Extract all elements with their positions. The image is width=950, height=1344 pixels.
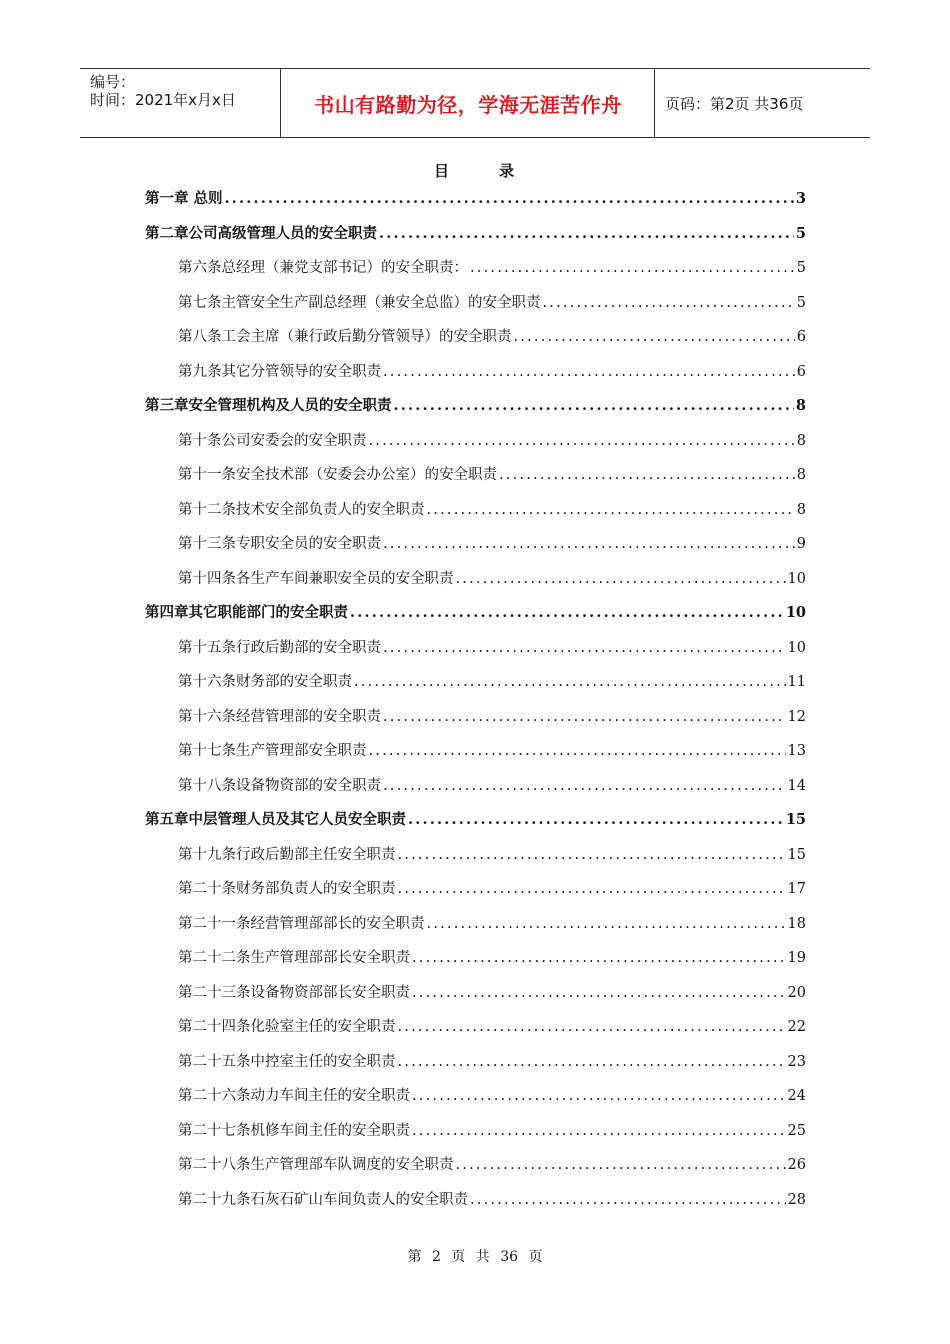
toc-entry-page: 20 <box>787 984 806 1001</box>
toc-entry-page: 6 <box>796 329 806 345</box>
toc-article-entry[interactable] <box>178 1120 806 1142</box>
toc-entry-page: 19 <box>787 950 806 966</box>
toc-article-entry[interactable] <box>178 878 806 900</box>
toc-article-entry[interactable] <box>178 361 806 383</box>
toc-entry-title: 第二十一条经营管理部部长的安全职责 <box>178 915 425 932</box>
toc-article-entry[interactable] <box>178 1016 806 1038</box>
toc-entry-title: 第十六条财务部的安全职责 <box>178 674 352 690</box>
toc-chapter-entry[interactable] <box>145 188 806 210</box>
toc-entry-page: 17 <box>787 881 806 897</box>
toc-article-entry[interactable] <box>178 844 806 866</box>
toc-entry-page: 8 <box>795 397 806 414</box>
toc-entry-page: 22 <box>787 1019 806 1035</box>
toc-entry-page: 10 <box>787 570 806 587</box>
toc-entry-title: 第二十二条生产管理部部长安全职责 <box>178 950 410 966</box>
toc-leader-dots <box>412 1085 786 1107</box>
toc-chapter-entry[interactable] <box>145 223 806 245</box>
toc-leader-dots <box>383 775 786 797</box>
toc-entry-page: 28 <box>787 1191 806 1208</box>
toc-article-entry[interactable] <box>178 913 806 935</box>
page-header <box>80 68 870 138</box>
toc-entry-title: 第十四条各生产车间兼职安全员的安全职责 <box>178 570 454 587</box>
toc-article-entry[interactable] <box>178 947 806 969</box>
toc-entry-title: 第三章安全管理机构及人员的安全职责 <box>145 397 392 414</box>
toc-leader-dots <box>383 361 795 383</box>
toc-article-entry[interactable] <box>178 1154 806 1176</box>
toc-leader-dots <box>412 982 786 1004</box>
page-footer: 第 2 页 共 36 页 <box>407 1249 543 1265</box>
toc-leader-dots <box>470 1189 786 1211</box>
toc-leader-dots <box>383 637 786 659</box>
header-motto: 书山有路勤为径，学海无涯苦作舟 <box>314 92 622 117</box>
toc-entry-title: 第十二条技术安全部负责人的安全职责 <box>178 501 425 518</box>
toc-leader-dots <box>408 809 784 831</box>
toc-entry-title: 第二十九条石灰石矿山车间负责人的安全职责 <box>178 1191 468 1208</box>
toc-leader-dots <box>398 1016 786 1038</box>
header-code: 编号： <box>90 73 136 91</box>
toc-leader-dots <box>543 292 795 314</box>
toc-entry-title: 第二十八条生产管理部车队调度的安全职责 <box>178 1157 454 1173</box>
toc-leader-dots <box>456 1154 786 1176</box>
toc-entry-title: 第一章 总则 <box>145 190 223 207</box>
toc-entry-page: 25 <box>787 1122 806 1139</box>
toc-entry-page: 8 <box>796 432 806 449</box>
toc-leader-dots <box>225 188 794 210</box>
toc-entry-page: 18 <box>787 915 806 932</box>
toc-leader-dots <box>398 1051 786 1073</box>
toc-entry-title: 第二十四条化验室主任的安全职责 <box>178 1019 396 1035</box>
toc-entry-page: 6 <box>796 363 806 380</box>
toc-entry-page: 15 <box>785 811 806 828</box>
toc-leader-dots <box>383 706 786 728</box>
toc-entry-title: 第二章公司高级管理人员的安全职责 <box>145 224 377 242</box>
header-motto-cell <box>282 69 655 137</box>
toc-entry-title: 第十六条经营管理部的安全职责 <box>178 708 381 725</box>
toc-leader-dots <box>354 671 786 693</box>
toc-leader-dots <box>427 913 786 935</box>
toc-leader-dots <box>514 326 795 348</box>
toc-article-entry[interactable] <box>178 1051 806 1073</box>
toc-leader-dots <box>427 499 795 521</box>
toc-entry-title: 第二十七条机修车间主任的安全职责 <box>178 1122 410 1139</box>
toc-entry-page: 9 <box>796 536 806 552</box>
toc-chapter-entry[interactable] <box>145 809 806 831</box>
toc-article-entry[interactable] <box>178 257 806 279</box>
toc-leader-dots <box>369 740 786 762</box>
toc-entry-page: 23 <box>787 1053 806 1070</box>
toc-article-entry[interactable] <box>178 1085 806 1107</box>
toc-entry-title: 第二十条财务部负责人的安全职责 <box>178 881 396 897</box>
toc-entry-page: 14 <box>787 777 806 794</box>
toc-entry-page: 5 <box>796 294 806 311</box>
header-meta <box>80 69 281 137</box>
toc-entry-page: 10 <box>785 604 806 621</box>
toc-entry-title: 第二十五条中控室主任的安全职责 <box>178 1053 396 1070</box>
toc-article-entry[interactable] <box>178 775 806 797</box>
header-page-info: 页码：第2页 共36页 <box>665 94 804 113</box>
toc-entry-page: 5 <box>796 260 806 276</box>
toc-entry-title: 第十一条安全技术部（安委会办公室）的安全职责 <box>178 467 497 483</box>
toc-leader-dots <box>412 1120 786 1142</box>
header-date: 时间：2021年x月x日 <box>90 91 236 109</box>
toc-entry-title: 第十条公司安委会的安全职责 <box>178 432 367 449</box>
toc-entry-title: 第五章中层管理人员及其它人员安全职责 <box>145 811 406 828</box>
toc-leader-dots <box>350 602 784 624</box>
toc-entry-title: 第十五条行政后勤部的安全职责 <box>178 639 381 656</box>
toc-entry-page: 8 <box>796 467 806 483</box>
toc-article-entry[interactable] <box>178 464 806 486</box>
toc-entry-page: 11 <box>787 674 806 690</box>
toc-entry-title: 第十八条设备物资部的安全职责 <box>178 777 381 794</box>
toc-entry-title: 第二十三条设备物资部部长安全职责 <box>178 984 410 1001</box>
toc-leader-dots <box>412 947 786 969</box>
toc-title-part-2: 录 <box>499 162 517 180</box>
toc-entry-page: 8 <box>796 501 806 518</box>
toc-chapter-entry[interactable] <box>145 395 806 417</box>
toc-article-entry[interactable] <box>178 568 806 590</box>
toc-entry-page: 5 <box>795 224 806 242</box>
toc-entry-title: 第八条工会主席（兼行政后勤分管领导）的安全职责 <box>178 329 512 345</box>
toc-entry-page: 12 <box>787 708 806 725</box>
toc-article-entry[interactable] <box>178 671 806 693</box>
toc-leader-dots <box>456 568 786 590</box>
toc-entry-title: 第十九条行政后勤部主任安全职责 <box>178 846 396 863</box>
toc-leader-dots <box>379 223 794 245</box>
toc-entry-title: 第七条主管安全生产副总经理（兼安全总监）的安全职责 <box>178 294 541 311</box>
toc-article-entry[interactable] <box>178 292 806 314</box>
toc-entry-page: 3 <box>795 190 806 207</box>
toc-entry-title: 第四章其它职能部门的安全职责 <box>145 604 348 621</box>
toc-entry-title: 第十七条生产管理部安全职责 <box>178 743 367 759</box>
toc-leader-dots <box>383 533 795 555</box>
toc-leader-dots <box>398 878 786 900</box>
toc-article-entry[interactable] <box>178 499 806 521</box>
toc-entry-title: 第二十六条动力车间主任的安全职责 <box>178 1088 410 1104</box>
toc-article-entry[interactable] <box>178 533 806 555</box>
toc-article-entry[interactable] <box>178 430 806 452</box>
toc-entry-title: 第六条总经理（兼党支部书记）的安全职责： <box>178 260 468 276</box>
toc-entry-page: 26 <box>787 1157 806 1173</box>
toc-entry-title: 第十三条专职安全员的安全职责 <box>178 536 381 552</box>
toc-entry-title: 第九条其它分管领导的安全职责 <box>178 363 381 380</box>
toc-article-entry[interactable] <box>178 982 806 1004</box>
toc-article-entry[interactable] <box>178 637 806 659</box>
toc-article-entry[interactable] <box>178 706 806 728</box>
toc-article-entry[interactable] <box>178 1189 806 1211</box>
toc-leader-dots <box>369 430 795 452</box>
toc-chapter-entry[interactable] <box>145 602 806 624</box>
toc-leader-dots <box>394 395 794 417</box>
toc-entry-page: 10 <box>787 639 806 656</box>
toc-leader-dots <box>398 844 786 866</box>
toc-title-part-1: 目 <box>433 162 451 180</box>
toc-title <box>0 160 950 181</box>
toc-leader-dots <box>470 257 795 279</box>
toc-leader-dots <box>499 464 795 486</box>
toc-article-entry[interactable] <box>178 326 806 348</box>
toc-entry-page: 15 <box>787 846 806 863</box>
toc-entry-page: 13 <box>787 743 806 759</box>
toc-entry-page: 24 <box>787 1088 806 1104</box>
toc-article-entry[interactable] <box>178 740 806 762</box>
